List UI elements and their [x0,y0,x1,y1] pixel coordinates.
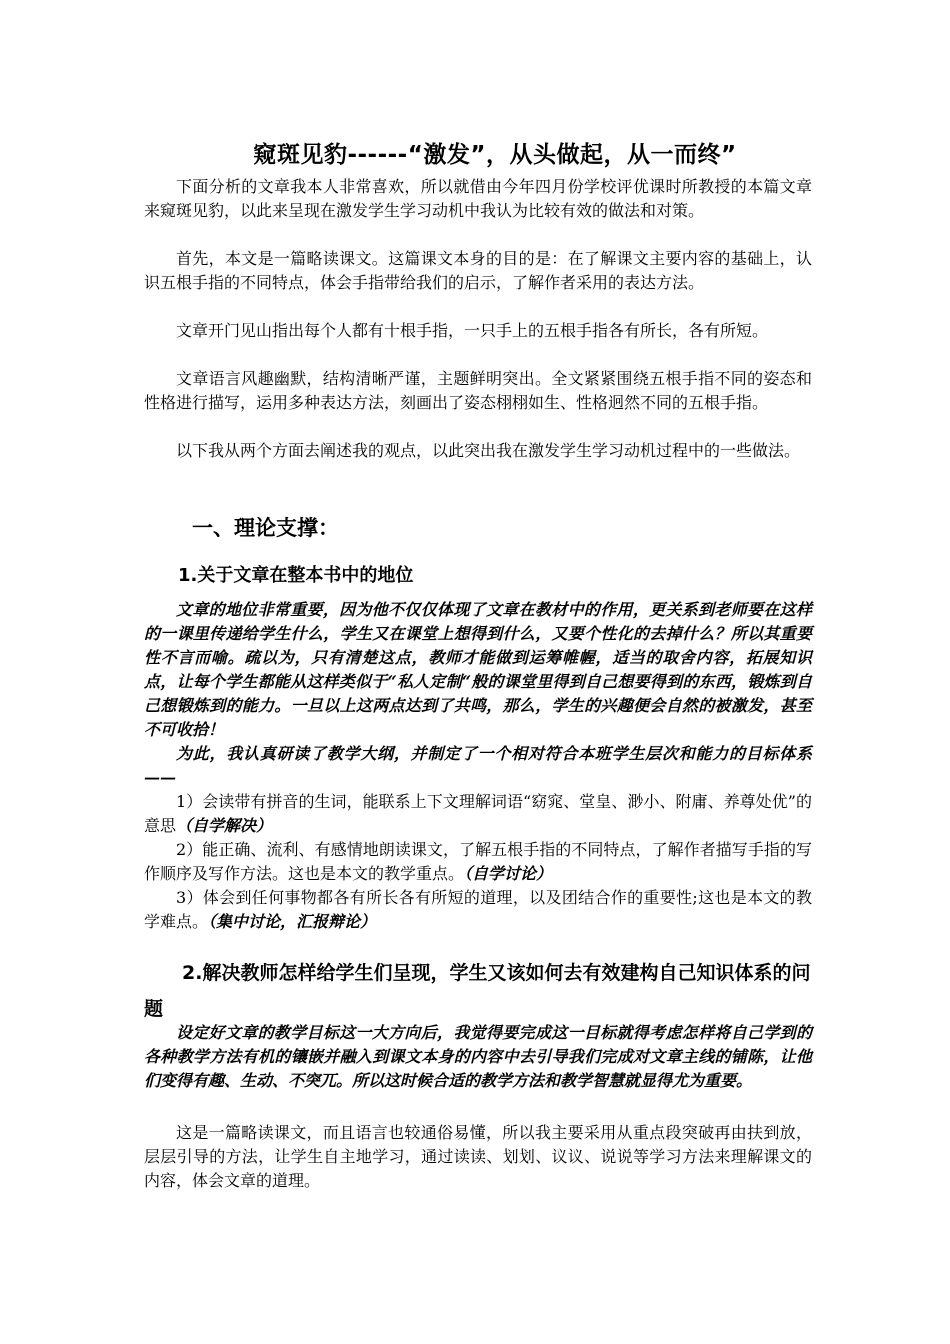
goal-item-3 [144,886,812,934]
goal-system-paragraph: 为此，我认真研读了教学大纲，并制定了一个相对符合本班学生层次和能力的目标体系—— [144,744,812,787]
goal-item-1-text: 1）会读带有拼音的生词，能联系上下文理解词语“窈窕、堂皇、渺小、附庸、养尊处优”的意思 [144,792,812,835]
method-paragraph: 这是一篇略读课文，而且语言也较通俗易懂，所以我主要采用从重点段突破再由扶到放，层层引导的方法，让学生自主地学习，通过读读、划划、议议、说说等学习方法来理解课文的内容，体会文章的道理。 [144,1123,812,1190]
goal-item-1-tag: （自学解决） [176,816,273,835]
subsection-heading-position: 1.关于文章在整本书中的地位 [178,565,414,586]
goal-item-1 [144,790,812,838]
purpose-paragraph: 首先，本文是一篇略读课文。这篇课文本身的目的是：在了解课文主要内容的基础上，认识五根手指的不同特点，体会手指带给我们的启示，了解作者采用的表达方法。 [144,249,812,292]
goal-item-2 [144,838,812,886]
outline-paragraph: 以下我从两个方面去阐述我的观点，以此突出我在激发学生学习动机过程中的一些做法。 [176,441,801,460]
goal-item-3-text: 3）体会到任何事物都各有所长各有所短的道理，以及团结合作的重要性;这也是本文的教学难点。 [144,888,812,931]
goal-item-2-tag: （自学讨论） [464,864,553,883]
goal-item-2-text: 2）能正确、流利、有感情地朗读课文，了解五根手指的不同特点，了解作者描写手指的写作顺序及写作方法。这也是本文的教学重点。 [144,840,812,883]
document-title: 窥斑见豹------“激发”，从头做起，从一而终” [253,142,737,168]
goal-item-3-tag: （集中讨论，汇报辩论） [208,912,377,931]
intro-paragraph: 下面分析的文章我本人非常喜欢，所以就借由今年四月份学校评优课时所教授的本篇文章来窥斑见豹，以此来呈现在激发学生学习动机中我认为比较有效的做法和对策。 [144,177,812,220]
position-emphasis-paragraph: 文章的地位非常重要，因为他不仅仅体现了文章在教材中的作用，更关系到老师要在这样的一课里传递给学生什么，学生又在课堂上想得到什么，又要个性化的去掉什么？所以其重要性不言而喻。疏以为，只有清楚这点，教师才能做到运筹帷幄，适当的取舍内容，拓展知识点，让每个学生都能从这样类似于“私人定制“般的课堂里得到自己想要得到的东西，锻炼到自己想锻炼到的能力。一旦以上这两点达到了共鸣，那么，学生的兴趣便会自然的被激发，甚至不可收拾！ [144,600,812,739]
language-paragraph: 文章语言风趣幽默，结构清晰严谨，主题鲜明突出。全文紧紧围绕五根手指不同的姿态和性格进行描写，运用多种表达方法，刻画出了姿态栩栩如生、性格迥然不同的五根手指。 [144,369,812,412]
opening-paragraph: 文章开门见山指出每个人都有十根手指，一只手上的五根手指各有所长，各有所短。 [176,321,769,340]
method-emphasis-paragraph: 设定好文章的教学目标这一大方向后，我觉得要完成这一目标就得考虑怎样将自己学到的各种教学方法有机的镶嵌并融入到课文本身的内容中去引导我们完成对文章主线的铺陈，让他们变得有趣、生动、不突兀。所以这时候合适的教学方法和教学智慧就显得尤为重要。 [144,1023,812,1090]
section-heading-theory: 一、理论支撑： [192,516,339,540]
subsection-heading-presentation: 2.解决教师怎样给学生们呈现，学生又该如何去有效建构自己知识体系的问题 [144,962,811,1020]
